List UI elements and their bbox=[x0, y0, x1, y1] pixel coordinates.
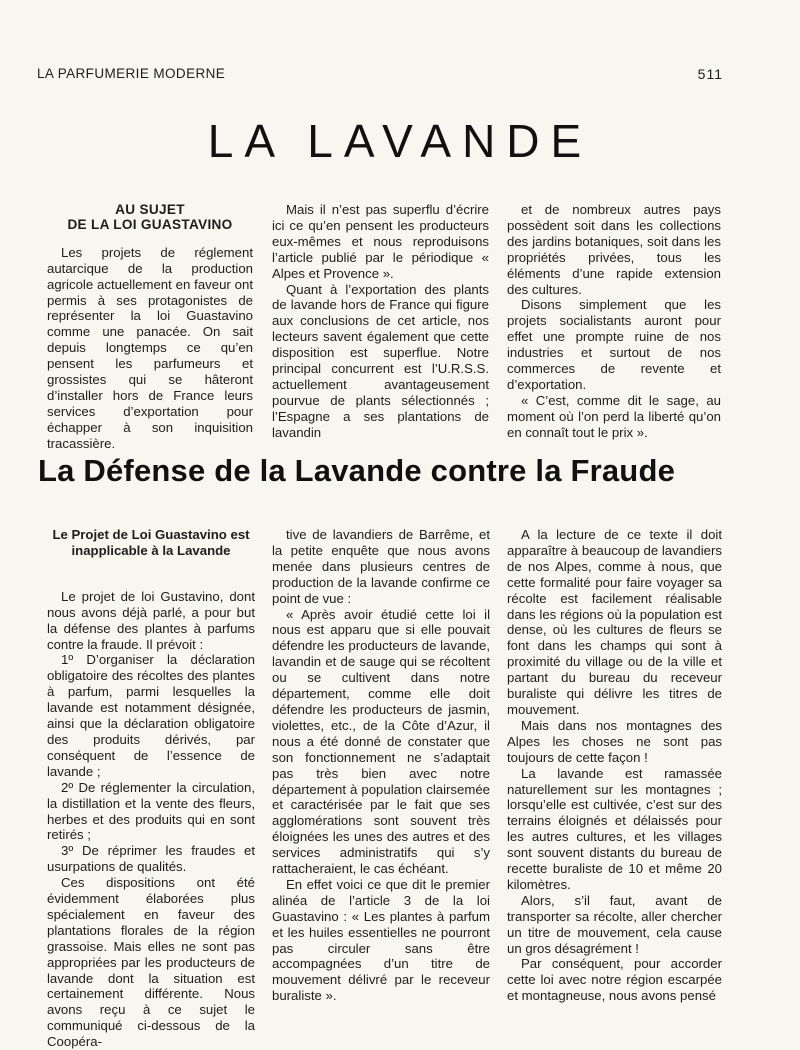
paragraph: A la lecture de ce texte il doit apparaître à beaucoup de lavandiers de nos Alpes, comme à nous, que cette formalité pour faire voyager sa récolte est facilement réalisable dans les régions où la population est dense, où les cultures de fleurs se font dans les champs qui sont à proximité du village ou de la ville et partant du bureau du receveur buraliste qui délivre les titres de mouvement. bbox=[507, 527, 722, 717]
paragraph: En effet voici ce que dit le premier alinéa de l’article 3 de la loi Guastavino : « Les plantes à parfum et les huiles essentielles ne pourront pas circuler sans être accompagnées d’un titre de mouvement délivré par le receveur buraliste ». bbox=[272, 876, 490, 1004]
section2-column-1 bbox=[47, 527, 255, 1050]
paragraph: Par conséquent, pour accorder cette loi avec notre région escarpée et montagneuse, nous avons pensé bbox=[507, 956, 722, 1004]
section2-subhead: Le Projet de Loi Guastavino est inapplicable à la Lavande bbox=[52, 527, 250, 558]
section1-subhead bbox=[47, 202, 253, 233]
section1-column-1 bbox=[47, 202, 253, 452]
paragraph: Le projet de loi Gustavino, dont nous avons déjà parlé, a pour but la défense des plantes à parfums contre la fraude. Il prévoit : bbox=[47, 588, 255, 652]
paragraph: tive de lavandiers de Barrême, et la petite enquête que nous avons menée dans plusieurs centres de production de la lavande confirme ce point de vue : bbox=[272, 527, 490, 606]
journal-name: LA PARFUMERIE MODERNE bbox=[37, 66, 226, 81]
section1-subhead-text: AU SUJET DE LA LOI GUASTAVINO bbox=[67, 202, 233, 233]
paragraph: Mais il n’est pas superflu d’écrire ici ce qu’en pensent les producteurs eux-mêmes et nous reproduisons l’article publié par le périodique « Alpes et Provence ». bbox=[272, 202, 489, 281]
paragraph: Mais dans nos montagnes des Alpes les choses ne sont pas toujours de cette façon ! bbox=[507, 717, 722, 765]
paragraph: 1º D’organiser la déclaration obligatoire des récoltes des plantes à parfum, parmi lesquelles la lavande est notamment désignée, ainsi que la déclaration obligatoire des produits dérivés, par conséquent de l’essence de lavande ; bbox=[47, 652, 255, 779]
paragraph: 2º De réglementer la circulation, la distillation et la vente des fleurs, herbes et des produits qui en sont retirés ; bbox=[47, 779, 255, 843]
paragraph: Les projets de réglement autarcique de la production agricole actuellement en faveur ont permis à ses protagonistes de représenter la loi Guastavino comme une panacée. On sait depuis longtemps ce qu’en pensent les parfumeurs et grossistes qui se hâteront d’installer hors de France leurs services d’exportation pour échapper à son inquisition tracassière. bbox=[47, 244, 253, 451]
paragraph: 3º De réprimer les fraudes et usurpations de qualités. bbox=[47, 843, 255, 875]
paragraph: La lavande est ramassée naturellement sur les montagnes ; lorsqu’elle est cultivée, c’est sur des terrains éloignés et délaissés pour les autres cultures, et les villages sont souvent distants du bureau de recette buraliste de 10 et même 20 kilomètres. bbox=[507, 765, 722, 892]
paragraph: Ces dispositions ont été évidemment élaborées plus spécialement en faveur des plantations florales de la région grassoise. Mais elles ne sont pas appropriées par les producteurs de lavande dont la situation est certainement différente. Nous avons reçu à ce sujet le communiqué ci-dessous de la Coopéra- bbox=[47, 875, 255, 1050]
paragraph: Quant à l’exportation des plants de lavande hors de France qui figure aux conclusions de cet article, nos lecteurs savent également que cette disposition est superflue. Notre principal concurrent est l’U.R.S.S. actuellement avantageusement pourvue de plants sélectionnés ; l’Espagne a ses plantations de lavandin bbox=[272, 281, 489, 440]
section1-column-3 bbox=[507, 202, 721, 441]
section2-col1-body bbox=[47, 589, 255, 1050]
paragraph: « C’est, comme dit le sage, au moment où l’on perd la liberté qu’on en connaît tout le prix ». bbox=[507, 392, 721, 440]
paragraph: Disons simplement que les projets socialistants auront pour effet une prompte ruine de nos industries et surtout de nos commerces de revente et d’exportation. bbox=[507, 297, 721, 392]
section1-column-2 bbox=[272, 202, 489, 441]
paragraph: et de nombreux autres pays possèdent soit dans les collections des jardins botaniques, soit dans les propriétés privées, tous les éléments d’une rapide extension des cultures. bbox=[507, 202, 721, 297]
section1-col1-body bbox=[47, 245, 253, 452]
section2-column-2 bbox=[272, 527, 490, 1004]
section2-title: La Défense de la Lavande contre la Fraude bbox=[38, 453, 676, 488]
running-header bbox=[37, 66, 723, 86]
article-title: LA LAVANDE bbox=[207, 115, 593, 167]
paragraph: « Après avoir étudié cette loi il nous est apparu que si elle pouvait défendre les producteurs de lavande, lavandin et de sauge qui se récoltent ou se cultivent dans notre département, comme elle doit défendre les producteurs de jasmin, violettes, etc., de la Côte d’Azur, il nous a été donné de constater que son fonctionnement ne s’adaptait pas très bien avec notre département à population clairsemée et caractérisée par le fait que ses agglomérations sont souvent très éloignées les unes des autres et des services administratifs qui s’y rattacheraient, le cas échéant. bbox=[272, 606, 490, 877]
paragraph: Alors, s’il faut, avant de transporter sa récolte, aller chercher un titre de mouvement, cela cause un gros désagrément ! bbox=[507, 892, 722, 956]
section2-column-3 bbox=[507, 527, 722, 1004]
page-number: 511 bbox=[697, 66, 723, 82]
